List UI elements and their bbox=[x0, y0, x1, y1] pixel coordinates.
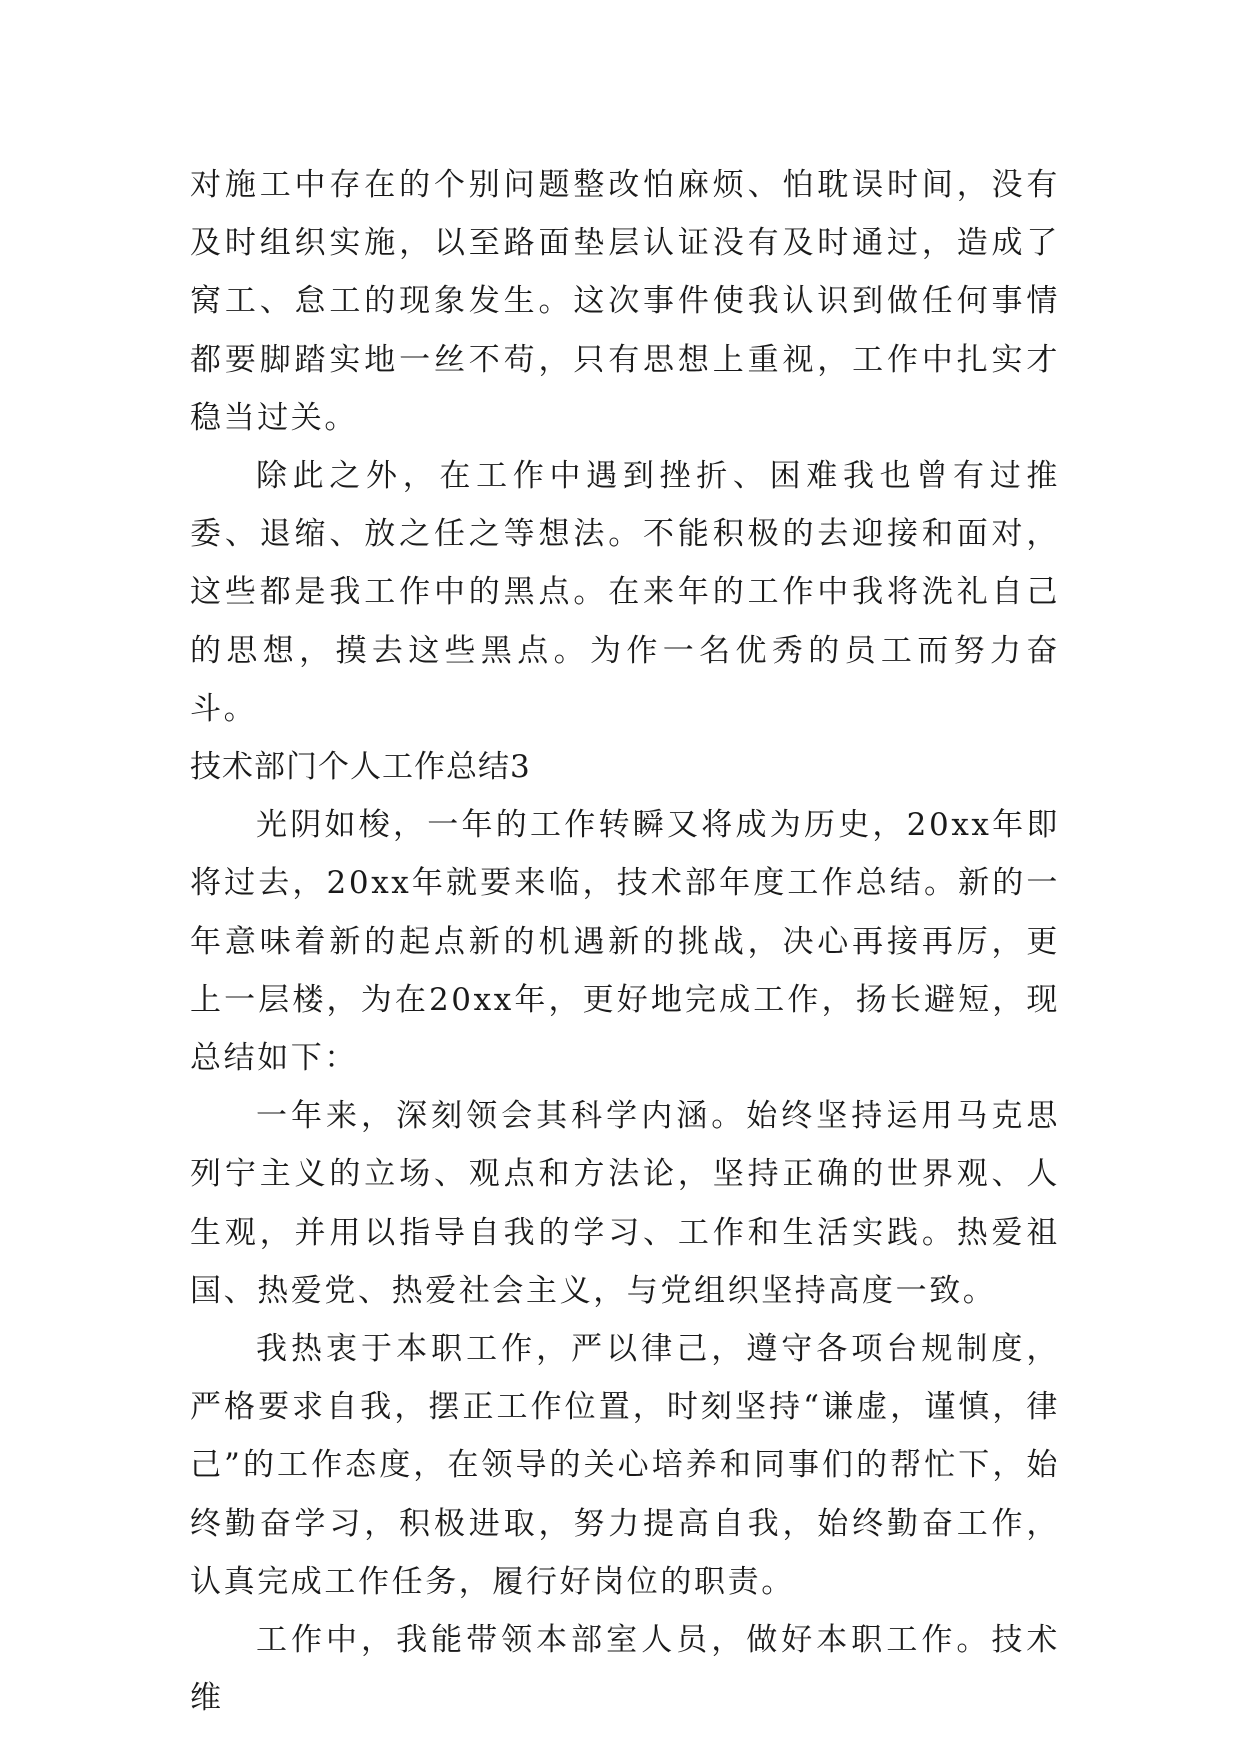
paragraph-reflection: 除此之外，在工作中遇到挫折、困难我也曾有过推委、退缩、放之任之等想法。不能积极的去迎接和面对，这些都是我工作中的黑点。在来年的工作中我将洗礼自己的思想，摸去这些黑点。为作一名优秀的员工而努力奋斗。 bbox=[190, 458, 1060, 727]
paragraph-continuation: 对施工中存在的个别问题整改怕麻烦、怕耽误时间，没有及时组织实施，以至路面垫层认证没有及时通过，造成了窝工、怠工的现象发生。这次事件使我认识到做任何事情都要脚踏实地一丝不苟，只有思想上重视，工作中扎实才稳当过关。 bbox=[190, 167, 1060, 436]
paragraph-ideology: 一年来，深刻领会其科学内涵。始终坚持运用马克思列宁主义的立场、观点和方法论，坚持正确的世界观、人生观，并用以指导自我的学习、工作和生活实践。热爱祖国、热爱党、热爱社会主义，与党组织坚持高度一致。 bbox=[190, 1098, 1060, 1309]
paragraph-intro: 光阴如梭，一年的工作转瞬又将成为历史，20xx年即将过去，20xx年就要来临，技术部年度工作总结。新的一年意味着新的起点新的机遇新的挑战，决心再接再厉，更上一层楼，为在20xx年，更好地完成工作，扬长避短，现总结如下： bbox=[190, 807, 1060, 1077]
paragraph-work-attitude: 我热衷于本职工作，严以律己，遵守各项台规制度，严格要求自我，摆正工作位置，时刻坚持“谦虚，谨慎，律己”的工作态度，在领导的关心培养和同事们的帮忙下，始终勤奋学习，积极进取，努力提高自我，始终勤奋工作，认真完成工作任务，履行好岗位的职责。 bbox=[190, 1331, 1060, 1600]
document-body bbox=[190, 156, 1060, 1727]
section-heading: 技术部门个人工作总结3 bbox=[190, 749, 531, 786]
paragraph-team-work: 工作中，我能带领本部室人员，做好本职工作。技术维 bbox=[190, 1622, 1060, 1717]
